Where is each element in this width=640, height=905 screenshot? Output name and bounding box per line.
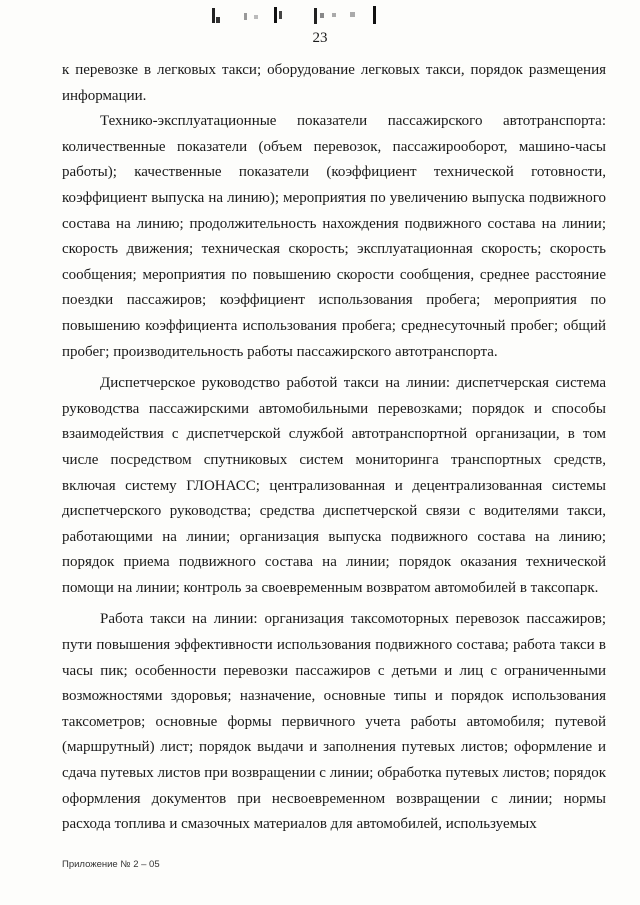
scan-artifact-mark — [210, 4, 410, 26]
paragraph-dispatch-management: Диспетчерское руководство работой такси на линии: диспетчерская система руководства пассажирскими автомобильными перевозками; порядок и способы взаимодействия с диспетчерской службой автотранспортной организации, в том числе посредством спутниковых систем мониторинга транспортных средств, включая систему ГЛОНАСС; централизованная и децентрализованная системы диспетчерского руководства; средства диспетчерской связи с водителями такси, работающими на линии; организация выпуска подвижного состава на линию; порядок приема подвижного состава на линии; порядок оказания технической помощи на линии; контроль за своевременным возвратом автомобилей в таксопарк. — [62, 375, 606, 596]
paragraph-continuation: к перевозке в легковых такси; оборудование легковых такси, порядок размещения информации. — [62, 62, 606, 104]
page-number: 23 — [312, 30, 328, 46]
paragraph-performance-indicators: Технико-эксплуатационные показатели пассажирского автотранспорта: количественные показатели (объем перевозок, пассажирооборот, машино-часы работы); качественные показатели (коэффициент технической готовности, коэффициент выпуска на линию); мероприятия по увеличению выпуска подвижного состава на линию; продолжительность нахождения подвижного состава на линии; скорость движения; техническая скорость; эксплуатационная скорость; скорость сообщения; мероприятия по повышению скорости сообщения, среднее расстояние поездки пассажиров; коэффициент использования пробега; мероприятия по повышению коэффициента использования пробега; среднесуточный пробег; общий пробег; производительность работы пассажирского автотранспорта. — [62, 113, 606, 360]
footer-appendix-label: Приложение № 2 – 05 — [62, 859, 160, 870]
paragraph-taxi-line-work: Работа такси на линии: организация таксомоторных перевозок пассажиров; пути повышения эффективности использования подвижного состава; работа такси в часы пик; особенности перевозки пассажиров с детьми и лиц с ограниченными возможностями здоровья; назначение, основные типы и порядок использования таксометров; основные формы первичного учета работы автомобиля; путевой (маршрутный) лист; порядок выдачи и заполнения путевых листов; оформление и сдача путевых листов при возвращении с линии; обработка путевых листов; порядок оформления документов при несвоевременном возвращении с линии; нормы расхода топлива и смазочных материалов для автомобилей, используемых — [62, 611, 606, 833]
document-body — [62, 58, 606, 838]
